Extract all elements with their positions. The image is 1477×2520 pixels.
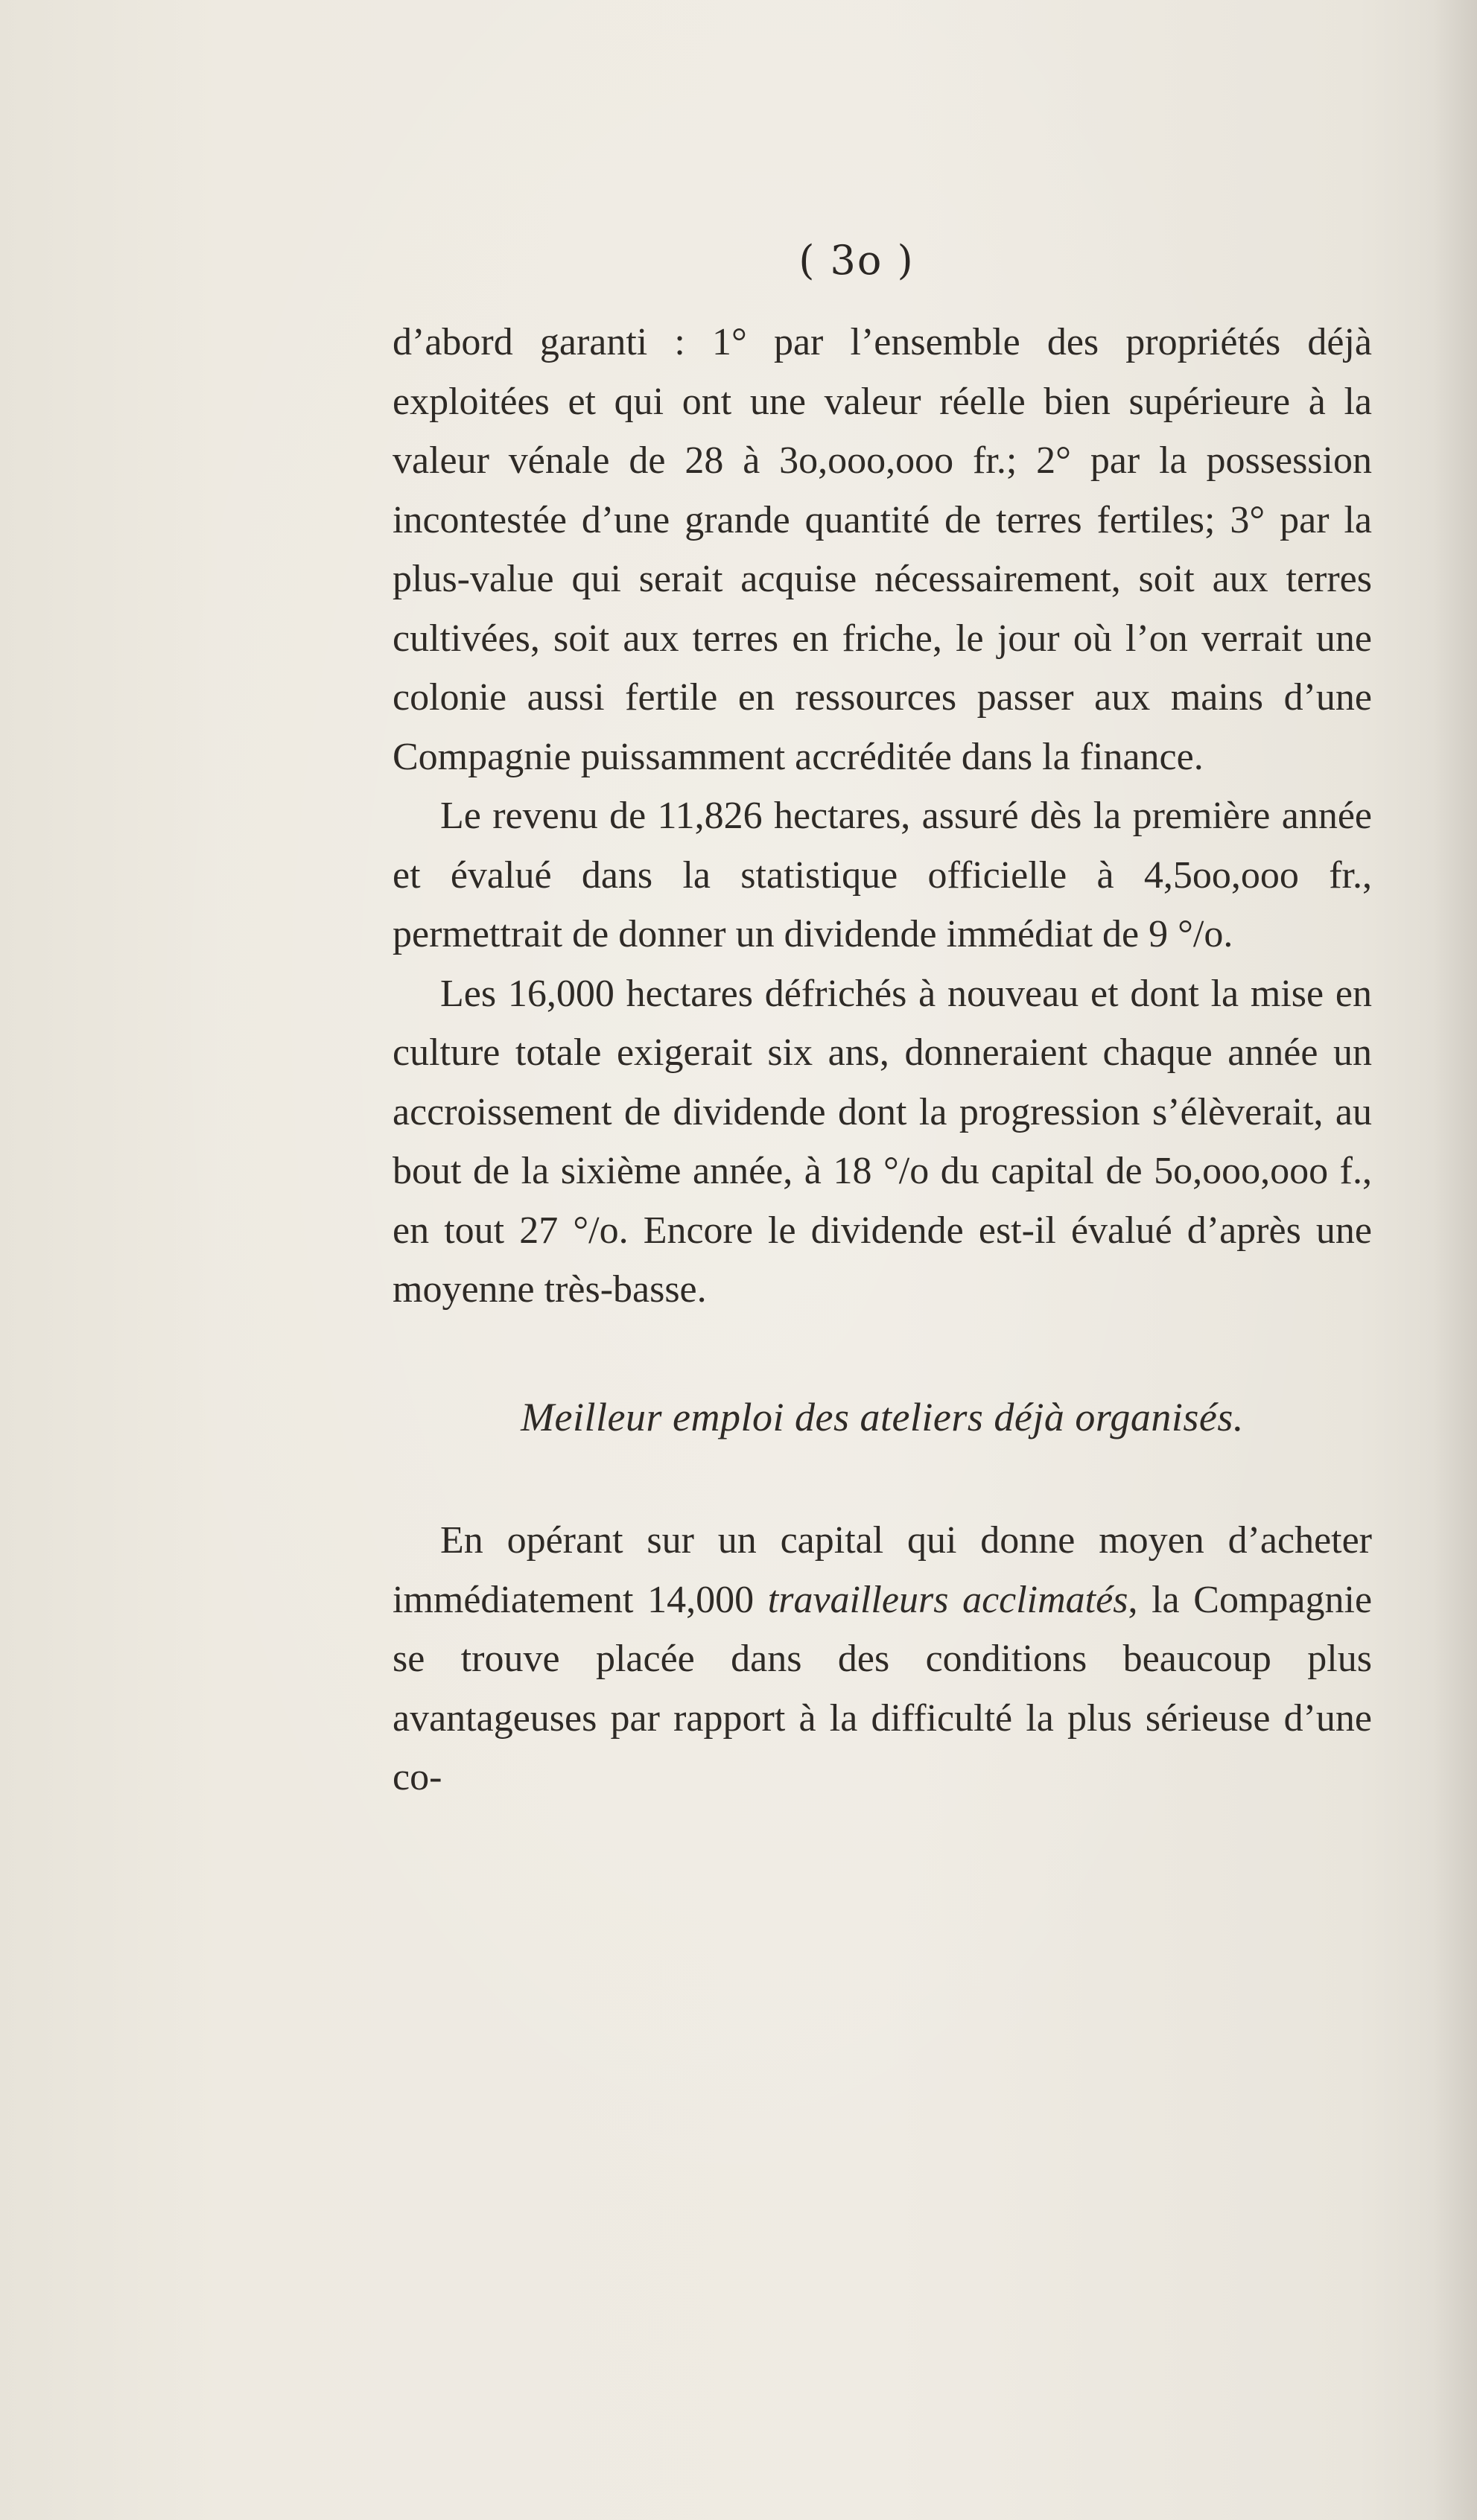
paragraph-4-end: , la Compagnie se trouve placée dans des conditions beaucoup plus avantageuses par rapport à la difficulté la plus sérieuse d’une co- (393, 1578, 1373, 1798)
paragraph-1: d’abord garanti : 1° par l’ensemble des propriétés déjà exploitées et qui ont une valeur réelle bien supérieure à la valeur vénale de 28 à 3o,ooo,ooo fr.; 2° par la possession incontestée d’une grande quantité de terres fertiles; 3° par la plus-value qui serait acquise nécessairement, soit aux terres cultivées, soit aux terres en friche, le jour où l’on verrait une colonie aussi fertile en ressources passer aux mains d’une Compagnie puissamment accréditée dans la finance. (393, 321, 1372, 778)
page-number: ( 3o ) (798, 237, 915, 284)
paragraph-3: Les 16,000 hectares défrichés à nouveau et dont la mise en culture totale exigerait six ans, donneraient chaque année un accroissement de dividende dont la progression s’élèverait, au bout de la sixième année, à 18 °/o du capital de 5o,ooo,ooo f., en tout 27 °/o. Encore le dividende est-il évalué d’après une moyenne très-basse. (393, 972, 1372, 1311)
paragraph-2: Le revenu de 11,826 hectares, assuré dès la première année et évalué dans la statistique officielle à 4,5oo,ooo fr., permettrait de donner un dividende immédiat de 9 °/o. (393, 795, 1372, 955)
paragraph-4-start: En opérant sur un capital qui donne moyen d’acheter immédiatement 14,000 (393, 1519, 1372, 1621)
section-heading: Meilleur emploi des ateliers déjà organisés. (521, 1394, 1244, 1439)
paragraph-4 (393, 1511, 1372, 1807)
paragraph-4-italic: travailleurs acclimatés (767, 1578, 1128, 1621)
body-text (393, 313, 1372, 1807)
page-edge-shadow (1432, 0, 1477, 2520)
